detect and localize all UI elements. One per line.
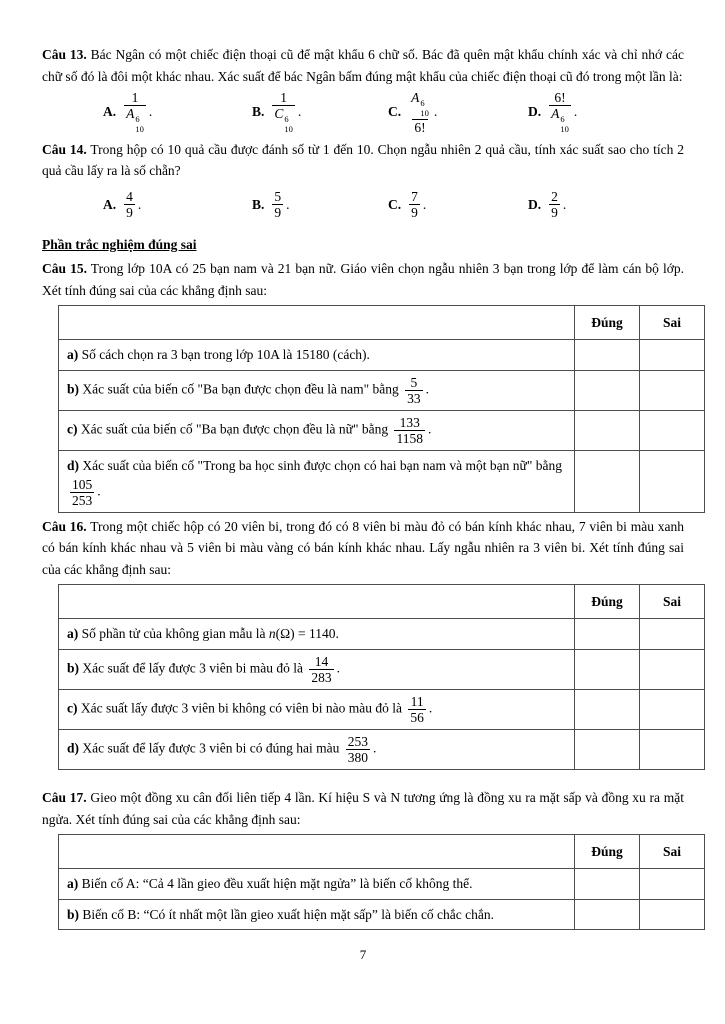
fraction-numerator: 133	[399, 414, 420, 430]
fraction	[346, 734, 370, 765]
spacer	[42, 773, 684, 787]
statement-cell	[59, 340, 575, 371]
statement-cell	[59, 410, 575, 450]
q16-c-true-cell	[575, 690, 640, 730]
fraction-denominator: 253	[72, 492, 93, 508]
fraction-numerator: 6!	[554, 90, 566, 105]
row-text: Số phần tử của không gian mẫu là	[78, 626, 269, 642]
fraction-numerator: 1	[280, 90, 288, 105]
subscript: 10	[284, 123, 293, 134]
fraction	[549, 189, 560, 220]
fraction-numerator: 1	[131, 90, 139, 105]
q14-option-b	[252, 189, 388, 220]
fraction-numerator: 4	[126, 189, 133, 205]
option-tail: .	[422, 196, 427, 212]
question-16-body: Trong một chiếc hộp có 20 viên bi, trong đó có 8 viên bi màu đỏ có bán kính khác nhau, 7 viên bi màu xanh có bán kính khác nhau và 5 viên bi màu vàng có bán kính khác nhau. Lấy ngẫu nhiên ra 3 viên bi. Xét tính đúng sai của các khẳng định sau:	[42, 518, 684, 577]
q16-d-false-cell	[640, 730, 705, 770]
question-14-label: Câu 14.	[42, 141, 87, 157]
fraction-numerator: 5	[410, 374, 418, 390]
q16-d-true-cell	[575, 730, 640, 770]
row-text-after: .	[97, 483, 101, 499]
fraction-numerator	[409, 90, 431, 119]
fraction	[549, 90, 571, 135]
fraction	[272, 189, 283, 220]
q15-d-false-cell	[640, 451, 705, 513]
question-13-options	[42, 90, 684, 135]
table-row	[59, 370, 705, 410]
header-empty-cell	[59, 835, 575, 869]
header-false-cell: Sai	[640, 835, 705, 869]
table-header-row	[59, 306, 705, 340]
question-13-text	[42, 44, 684, 87]
question-14-options	[42, 185, 684, 225]
question-15-body: Trong lớp 10A có 25 bạn nam và 21 bạn nữ. Giáo viên chọn ngẫu nhiên 3 bạn trong lớp để làm cán bộ lớp. Xét tính đúng sai của các khẳng định sau:	[42, 261, 684, 298]
q14-option-a-label: A.	[103, 196, 117, 212]
superscript: 6	[284, 114, 289, 125]
row-text: Xác suất để lấy được 3 viên bi màu đỏ là	[79, 660, 307, 676]
option-tail: .	[433, 104, 438, 120]
q14-option-d-label: D.	[528, 196, 542, 212]
q17-a-true-cell	[575, 869, 640, 900]
table-row	[59, 730, 705, 770]
row-label: a)	[67, 626, 79, 642]
fraction	[405, 375, 423, 406]
statement-cell	[59, 619, 575, 650]
fraction-denominator: 33	[407, 390, 421, 406]
fraction	[408, 694, 426, 725]
subscript: 10	[560, 123, 569, 134]
row-text-after: .	[336, 660, 341, 676]
fraction	[124, 189, 135, 220]
row-label: a)	[67, 876, 79, 892]
fraction	[309, 654, 333, 685]
q15-d-true-cell	[575, 451, 640, 513]
fraction	[409, 90, 431, 135]
row-text-after: .	[335, 626, 339, 642]
q13-option-a	[103, 90, 252, 135]
q13-option-c	[388, 90, 528, 135]
row-text: Biến cố A: “Cả 4 lần gieo đều xuất hiện mặt ngửa” là biến cố không thể.	[78, 876, 473, 892]
row-label: b)	[67, 381, 80, 397]
table-header-row	[59, 835, 705, 869]
q16-a-false-cell	[640, 619, 705, 650]
row-text: Xác suất của biến cố "Ba bạn được chọn đều là nam" bằng	[79, 381, 403, 397]
row-text: Xác suất để lấy được 3 viên bi có đúng hai màu	[79, 740, 343, 756]
q14-option-d	[528, 189, 566, 220]
table-row	[59, 451, 705, 513]
page-number: 7	[359, 947, 367, 963]
row-text: Xác suất của biến cố "Ba bạn được chọn đều là nữ" bằng	[77, 421, 392, 437]
fraction-numerator: 11	[410, 694, 424, 710]
header-empty-cell	[59, 306, 575, 340]
fraction-denominator	[549, 105, 571, 135]
question-17-label: Câu 17.	[42, 790, 87, 806]
table-row	[59, 869, 705, 900]
row-text-after: .	[427, 421, 432, 437]
math-symbol: C	[274, 106, 284, 122]
fraction	[70, 477, 94, 508]
statement-cell	[59, 899, 575, 930]
superscript: 6	[560, 114, 565, 125]
question-13-label: Câu 13.	[42, 47, 87, 62]
row-text-after: .	[425, 381, 430, 397]
fraction	[124, 90, 146, 135]
fraction-denominator: 6!	[414, 119, 426, 135]
fraction-numerator: 2	[551, 189, 558, 205]
header-false-cell: Sai	[640, 306, 705, 340]
option-tail: .	[137, 196, 142, 212]
option-tail: .	[562, 196, 567, 212]
statement-cell	[59, 370, 575, 410]
fraction-denominator: 283	[311, 669, 332, 685]
question-16-label: Câu 16.	[42, 518, 87, 534]
q16-b-true-cell	[575, 649, 640, 689]
math-symbol: A	[126, 106, 135, 122]
q14-option-c-label: C.	[388, 196, 402, 212]
q16-a-true-cell	[575, 619, 640, 650]
fraction	[394, 415, 425, 446]
q16-c-false-cell	[640, 690, 705, 730]
header-true-cell: Đúng	[575, 835, 640, 869]
math-symbol: A	[551, 106, 560, 122]
fraction-numerator: 14	[314, 653, 329, 669]
fraction-denominator	[124, 105, 146, 135]
row-label: d)	[67, 740, 80, 756]
statement-cell	[59, 730, 575, 770]
header-empty-cell	[59, 585, 575, 619]
q13-option-b-label: B.	[252, 104, 265, 120]
q13-option-a-label: A.	[103, 104, 117, 120]
fraction-numerator: 105	[72, 476, 93, 492]
sup-sub-stack	[284, 115, 293, 135]
row-label: c)	[67, 700, 78, 716]
fraction-denominator: 56	[410, 710, 424, 726]
fraction-denominator: 9	[126, 205, 133, 221]
table-row	[59, 619, 705, 650]
table-row	[59, 899, 705, 930]
question-15-label: Câu 15.	[42, 261, 87, 277]
subscript: 10	[135, 123, 144, 134]
header-true-cell: Đúng	[575, 585, 640, 619]
fraction-denominator	[272, 105, 295, 135]
row-label: c)	[67, 421, 78, 437]
fraction-numerator: 253	[347, 734, 369, 750]
fraction-denominator: 380	[347, 750, 369, 766]
table-row	[59, 649, 705, 689]
question-16-table	[58, 584, 705, 770]
statement-cell	[59, 649, 575, 689]
sup-sub-stack	[135, 115, 144, 135]
option-tail: .	[148, 104, 153, 120]
fraction-denominator: 9	[274, 205, 282, 221]
q13-option-c-label: C.	[388, 104, 402, 120]
sup-sub-stack	[420, 99, 429, 119]
row-label: b)	[67, 906, 80, 922]
math-symbol: A	[411, 90, 420, 105]
question-17-text	[42, 787, 684, 830]
row-text-after: .	[373, 740, 377, 756]
table-row	[59, 690, 705, 730]
superscript: 6	[135, 114, 140, 125]
math-variable: n	[268, 626, 276, 642]
row-text: Số cách chọn ra 3 bạn trong lớp 10A là 15180 (cách).	[78, 347, 370, 363]
option-tail: .	[297, 104, 302, 120]
fraction-numerator: 5	[274, 189, 282, 205]
sup-sub-stack	[560, 115, 569, 135]
option-tail: .	[286, 196, 290, 212]
row-label: a)	[67, 347, 79, 363]
q15-a-true-cell	[575, 340, 640, 371]
q13-option-d-label: D.	[528, 104, 542, 120]
row-label: b)	[67, 660, 80, 676]
superscript: 6	[420, 98, 425, 108]
question-17-body: Gieo một đồng xu cân đối liên tiếp 4 lần. Kí hiệu S và N tương ứng là đồng xu ra mặt sấp và đồng xu ra mặt ngửa. Xét tính đúng sai của các khẳng định sau:	[42, 790, 684, 827]
option-tail: .	[573, 104, 578, 120]
table-header-row	[59, 585, 705, 619]
q17-b-true-cell	[575, 899, 640, 930]
statement-cell	[59, 451, 575, 513]
table-row	[59, 340, 705, 371]
q14-option-b-label: B.	[252, 196, 265, 212]
q13-option-d	[528, 90, 577, 135]
fraction	[409, 189, 420, 220]
q15-c-false-cell	[640, 410, 705, 450]
row-text: Xác suất lấy được 3 viên bi không có viên bi nào màu đỏ là	[77, 700, 406, 716]
q17-a-false-cell	[640, 869, 705, 900]
row-text: Biến cố B: “Có ít nhất một lần gieo xuất hiện mặt sấp” là biến cố chắc chắn.	[79, 906, 495, 922]
math-expression: (Ω) = 1140	[275, 626, 336, 642]
fraction-denominator: 9	[411, 205, 418, 221]
q13-option-b	[252, 90, 388, 135]
q14-option-c	[388, 189, 528, 220]
header-true-cell: Đúng	[575, 306, 640, 340]
question-16-text	[42, 516, 684, 581]
statement-cell	[59, 690, 575, 730]
q15-a-false-cell	[640, 340, 705, 371]
subscript: 10	[420, 107, 429, 118]
q14-option-a	[103, 189, 252, 220]
question-13-body: Bác Ngân có một chiếc điện thoại cũ để mật khẩu 6 chữ số. Bác đã quên mật khẩu chính xác và chỉ nhớ các chữ số đó là đôi một khác nhau. Xác suất để bác Ngân bấm đúng mật khẩu của chiếc điện thoại cũ đó trong một lần là:	[42, 47, 684, 84]
table-row	[59, 410, 705, 450]
q15-b-false-cell	[640, 370, 705, 410]
question-15-table	[58, 305, 705, 513]
statement-cell	[59, 869, 575, 900]
question-14-body: Trong hộp có 10 quả cầu được đánh số từ 1 đến 10. Chọn ngẫu nhiên 2 quả cầu, tính xác suất sao cho tích 2 quả cầu lấy ra là số chẵn?	[42, 141, 684, 179]
row-label: d)	[67, 458, 80, 474]
fraction	[272, 90, 295, 135]
fraction-denominator: 1158	[396, 430, 423, 446]
q16-b-false-cell	[640, 649, 705, 689]
fraction-denominator: 9	[551, 205, 558, 221]
q15-c-true-cell	[575, 410, 640, 450]
q17-b-false-cell	[640, 899, 705, 930]
row-text: Xác suất của biến cố "Trong ba học sinh được chọn có hai bạn nam và một bạn nữ" bằng	[79, 458, 562, 474]
header-false-cell: Sai	[640, 585, 705, 619]
question-14-text	[42, 139, 684, 182]
row-text-after: .	[428, 700, 433, 716]
fraction-numerator: 7	[411, 189, 418, 205]
question-15-text	[42, 258, 684, 301]
section-heading: Phần trắc nghiệm đúng sai	[42, 236, 197, 252]
q15-b-true-cell	[575, 370, 640, 410]
question-17-table	[58, 834, 705, 930]
